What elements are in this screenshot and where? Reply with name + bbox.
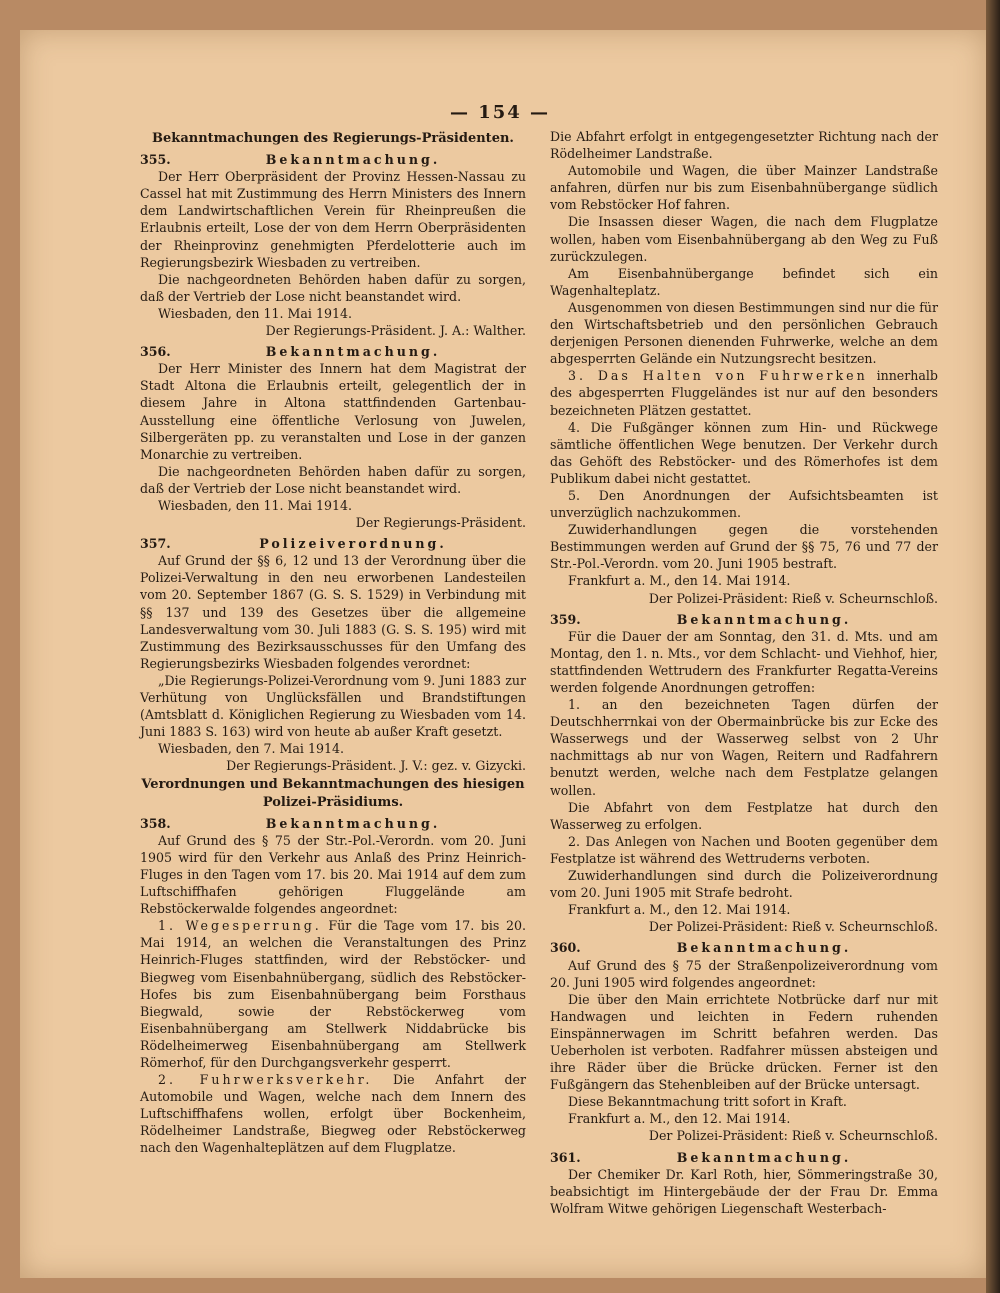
paragraph-label: 3. Das Halten von Fuhrwerken [568,368,868,384]
continued-text: Ausgenommen von diesen Bestimmungen sind nur die für den Wirtschaftsbetrieb und den persönlichen Gebrauch derjenigen Personen dienenden Fuhrwerke, welche an dem abgesperrten Gelände ein Nutzungsrecht besitzen. [550,299,938,367]
notice-body: Der Herr Oberpräsident der Provinz Hessen-Nassau zu Cassel hat mit Zustimmung des Herrn Ministers des Innern dem Landwirtschaftlichen Verein für Rheinpreußen die Erlaubnis erteilt, Lose der von dem Herrn Oberpräsidenten der Rheinprovinz genehmigten Pferdelotterie auch im Regierungsbezirk Wiesbaden zu vertreiben. [140,169,526,270]
notice-title: Bekanntmachung. [265,344,441,360]
notice-number: 357. [140,536,171,552]
notice-body: Der Chemiker Dr. Karl Roth, hier, Sömmeringstraße 30, beabsichtigt im Hintergebäude der der Frau Dr. Emma Wolfram Witwe gehörigen Liegenschaft Westerbach- [550,1166,938,1216]
notice-body: Die nachgeordneten Behörden haben dafür zu sorgen, daß der Vertrieb der Lose nicht beanstandet wird. [140,463,526,496]
notice-signature: Der Regierungs-Präsident. [355,515,526,531]
notice-place-date: Wiesbaden, den 11. Mai 1914. [158,497,353,513]
notice-quote: „Die Regierungs-Polizei-Verordnung vom 9. Juni 1883 zur Verhütung von Unglücksfällen und Brandstiftungen (Amtsblatt d. Königlichen Regierung zu Wiesbaden vom 14. Juni 1883 S. 163) wird von heute ab außer Kraft gesetzt. [140,672,526,740]
notice-number: 355. [140,152,171,168]
notice-paragraph: Die über den Main errichtete Notbrücke darf nur mit Handwagen und leichten in Federn ruhenden Einspännerwagen im Schritt befahren werden. Das Ueberholen ist verboten. Radfahrer müssen absteigen und ihre Räder über die Brücke drücken. Ferner ist den Fußgängern das Stehenbleiben auf der Brücke untersagt. [550,991,938,1093]
notice-360-header [550,939,938,956]
notice-paragraph [140,917,526,1071]
continued-text: Zuwiderhandlungen gegen die vorstehenden Bestimmungen werden auf Grund der §§ 75, 76 und 77 der Str.-Pol.-Verordn. vom 20. Juni 1905 bestraft. [550,522,938,572]
notice-358-header [140,815,526,832]
notice-signature: Der Regierungs-Präsident. J. V.: gez. v. Gizycki. [226,758,526,774]
notice-356-header [140,343,526,360]
notice-title: Bekanntmachung. [676,1149,852,1165]
notice-place-date: Frankfurt a. M., den 14. Mai 1914. [568,573,791,589]
notice-357-header [140,535,526,552]
section-heading-regierung: Bekanntmachungen des Regierungs-Präsidenten. [152,131,514,146]
notice-number: 359. [550,611,581,627]
paragraph-text: Die Anfahrt der Automobile und Wagen, welche nach dem Innern des Luftschiffhafens wollen, erfolgt über Bockenheim, Rödelheimer Landstraße, Biegweg oder Rebstöckerweg nach den Wagenhalteplätzen auf dem Flugplatze. [140,1072,526,1156]
left-column [140,128,526,1157]
notice-signature: Der Polizei-Präsident: Rieß v. Scheurnschloß. [648,1128,938,1144]
notice-361-header [550,1149,938,1166]
paragraph-text: Für die Tage vom 17. bis 20. Mai 1914, an welchen die Veranstaltungen des Prinz Heinrich-Fluges stattfinden, wird der Rebstöcker- und Biegweg vom Eisenbahnübergang, südlich des Rebstöcker-Hofes bis zum Eisenbahnübergang beim Forsthaus Biegwald, sowie der Rebstöckerweg vom Eisenbahnübergang am Stellwerk Niddabrücke bis Rödelheimerweg Eisenbahnübergang am Stellwerk Römerhof, für den Durchgangsverkehr gesperrt. [140,918,526,1070]
notice-body: Auf Grund der §§ 6, 12 und 13 der Verordnung über die Polizei-Verwaltung in den neu erworbenen Landesteilen vom 20. September 1867 (G. S. S. 1529) in Verbindung mit §§ 137 und 139 des Gesetzes über die allgemeine Landesverwaltung vom 30. Juli 1883 (G. S. S. 195) wird mit Zustimmung des Bezirksausschusses für den Umfang des Regierungsbezirks Wiesbaden folgendes verordnet: [140,553,526,671]
paragraph-label: 2. Fuhrwerksverkehr. [158,1072,373,1088]
continued-text: 4. Die Fußgänger können zum Hin- und Rückwege sämtliche öffentlichen Wege benutzen. Der Verkehr durch das Gehöft des Rebstöcker- und des Römerhofes ist dem Publikum dabei nicht gestattet. [550,419,938,486]
notice-355-header [140,151,526,168]
notice-paragraph: Diese Bekanntmachung tritt sofort in Kraft. [568,1094,847,1110]
notice-title: Bekanntmachung. [265,152,441,168]
notice-paragraph: Zuwiderhandlungen sind durch die Polizeiverordnung vom 20. Juni 1905 mit Strafe bedroht. [550,868,938,901]
section-heading-polizei: Verordnungen und Bekanntmachungen des hiesigen Polizei-Präsidiums. [141,777,525,810]
notice-paragraph: Die Abfahrt von dem Festplatze hat durch den Wasserweg zu erfolgen. [550,799,938,832]
notice-paragraph: 1. an den bezeichneten Tagen dürfen der Deutschherrnkai von der Obermainbrücke bis zur Ecke des Wasserwegs und der Wasserweg selbst von 2 Uhr nachmittags ab nur von Wagen, Reitern und Radfahrern benutzt werden, welche nach dem Festplatze gelangen wollen. [550,697,938,798]
notice-title: Bekanntmachung. [676,940,852,956]
continued-text: Am Eisenbahnübergange befindet sich ein Wagenhalteplatz. [550,265,938,298]
notice-signature: Der Polizei-Präsident: Rieß v. Scheurnschloß. [648,590,938,606]
notice-place-date: Wiesbaden, den 7. Mai 1914. [158,741,345,757]
notice-signature: Der Polizei-Präsident: Rieß v. Scheurnschloß. [648,919,938,935]
notice-body: Die nachgeordneten Behörden haben dafür zu sorgen, daß der Vertrieb der Lose nicht beanstandet wird. [140,271,526,304]
notice-place-date: Frankfurt a. M., den 12. Mai 1914. [568,1111,791,1127]
notice-title: Bekanntmachung. [265,815,441,831]
continued-text: 5. Den Anordnungen der Aufsichtsbeamten ist unverzüglich nachzukommen. [550,487,938,521]
right-column [550,128,938,1217]
notice-paragraph [140,1071,526,1156]
notice-number: 356. [140,344,171,360]
notice-number: 361. [550,1149,581,1165]
notice-paragraph [550,367,938,418]
notice-number: 360. [550,940,581,956]
page-edge [986,0,1000,1293]
continued-text: Die Abfahrt erfolgt in entgegengesetzter Richtung nach der Rödelheimer Landstraße. [550,129,938,162]
notice-body: Auf Grund des § 75 der Str.-Pol.-Verordn. vom 20. Juni 1905 wird für den Verkehr aus Anlaß des Prinz Heinrich-Fluges in den Tagen vom 17. bis 20. Mai 1914 auf dem zum Luftschiffhafen gehörigen Fluggelände am Rebstöckerwalde folgendes angeordnet: [140,832,526,917]
notice-place-date: Wiesbaden, den 11. Mai 1914. [158,305,353,321]
notice-title: Bekanntmachung. [676,611,852,627]
notice-body: Auf Grund des § 75 der Straßenpolizeiverordnung vom 20. Juni 1905 wird folgendes angeordnet: [550,957,938,990]
notice-place-date: Frankfurt a. M., den 12. Mai 1914. [568,902,791,918]
paragraph-text: innerhalb des abgesperrten Fluggeländes ist nur auf den besonders bezeichneten Plätzen gestattet. [550,368,938,418]
continued-text: Automobile und Wagen, die über Mainzer Landstraße anfahren, dürfen nur bis zum Eisenbahnübergange südlich vom Rebstöcker Hof fahren. [550,163,938,213]
notice-359-header [550,611,938,628]
notice-body: Der Herr Minister des Innern hat dem Magistrat der Stadt Altona die Erlaubnis erteilt, gelegentlich der in diesem Jahre in Altona stattfindenden Gartenbau-Ausstellung eine öffentliche Verlosung von Juwelen, Silbergeräten pp. zu veranstalten und Lose in der ganzen Monarchie zu vertreiben. [140,361,526,462]
notice-signature: Der Regierungs-Präsident. J. A.: Walther. [265,323,526,339]
notice-body: Für die Dauer der am Sonntag, den 31. d. Mts. und am Montag, den 1. n. Mts., vor dem Schlacht- und Viehhof, hier, stattfindenden Wettrudern des Frankfurter Regatta-Vereins werden folgende Anordnungen getroffen: [550,628,938,695]
notice-paragraph: 2. Das Anlegen von Nachen und Booten gegenüber dem Festplatze ist während des Wettruderns verboten. [550,833,938,866]
notice-number: 358. [140,815,171,831]
paragraph-label: 1. Wegesperrung. [158,918,322,934]
page-number: — 154 — [449,102,551,123]
notice-title: Polizeiverordnung. [259,536,447,552]
continued-text: Die Insassen dieser Wagen, die nach dem Flugplatze wollen, haben vom Eisenbahnübergang ab den Weg zu Fuß zurückzulegen. [550,214,938,264]
